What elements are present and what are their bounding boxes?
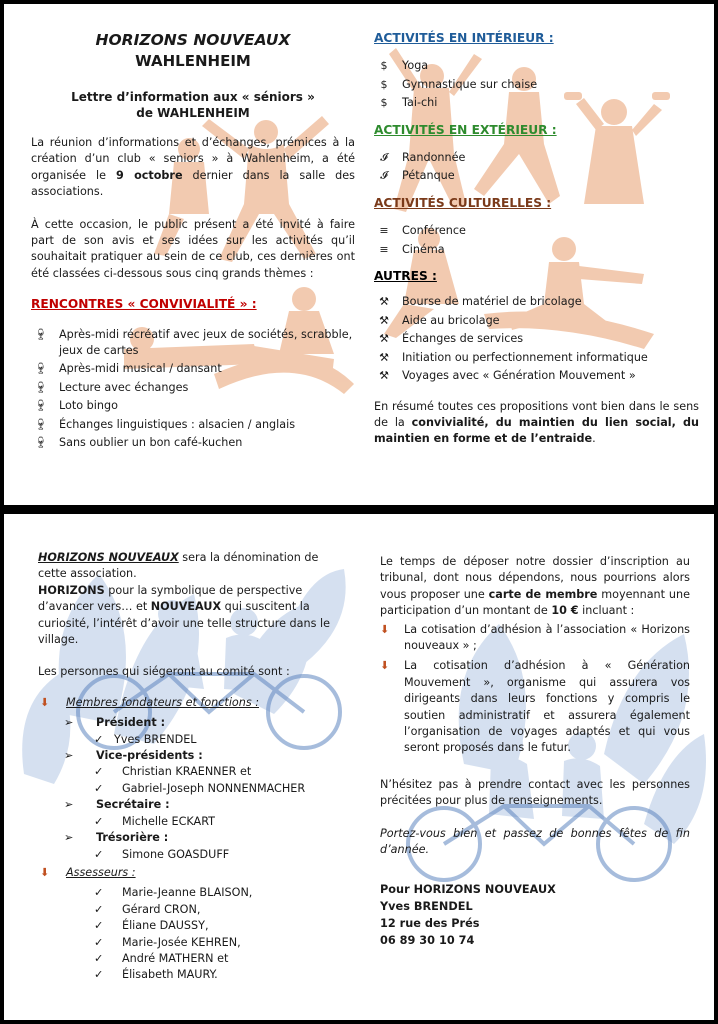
drink-glass-icon: 🍷︎ xyxy=(34,417,48,431)
convivialite-list xyxy=(31,327,355,452)
arrow-right-icon: ➢ xyxy=(64,798,74,812)
treasurer-row: ➢ Trésorière : xyxy=(38,830,344,846)
list-item: ⚒ Initiation ou perfectionnement informatique xyxy=(374,350,699,366)
arrow-down-icon: ⬇︎ xyxy=(380,622,390,636)
checkmark-icon: ✓ xyxy=(94,886,104,900)
checkmark-icon: ✓ xyxy=(94,847,104,861)
page2-right-column xyxy=(380,554,690,949)
drink-glass-icon: 🍷︎ xyxy=(34,362,48,376)
assessor-row: ✓ André MATHERN et xyxy=(38,951,344,967)
autres-heading: AUTRES : xyxy=(374,269,437,284)
checkmark-icon: ✓ xyxy=(94,814,104,828)
assessor-row: ✓ Marie-Jeanne BLAISON, xyxy=(38,885,344,901)
assessor-row: ✓ Éliane DAUSSY, xyxy=(38,918,344,934)
list-item: 🍷︎ Échanges linguistiques : alsacien / anglais xyxy=(31,417,355,433)
assessors-heading: Assesseurs : xyxy=(66,865,136,879)
convivialite-heading: RENCONTRES « CONVIVIALITÉ » : xyxy=(31,297,257,312)
main-title: HORIZONS NOUVEAUX xyxy=(95,31,291,49)
list-item: 🍷︎ Sans oublier un bon café-kuchen xyxy=(31,435,355,451)
checkmark-icon: ✓ xyxy=(94,935,104,949)
vp-name-row: ✓ Christian KRAENNER et xyxy=(38,764,344,780)
president-name-row: ✓ Yves BRENDEL xyxy=(38,732,344,748)
meeting-date: 9 octobre xyxy=(115,168,183,182)
drink-glass-icon: 🍷︎ xyxy=(34,380,48,394)
exterieur-list xyxy=(374,150,699,185)
intro-paragraph: La réunion d’informations et d’échanges, prémices à la création d’un club « seniors » à Wahlenheim, a été organisée le 9 octobre dernier dans la salle des associations. xyxy=(31,136,355,199)
list-item: 🍷︎ Lecture avec échanges xyxy=(31,380,355,396)
drink-glass-icon: 🍷︎ xyxy=(34,436,48,450)
interieur-list xyxy=(374,58,699,111)
autres-list xyxy=(374,294,699,384)
list-item: ⚒ Échanges de services xyxy=(374,331,699,347)
exterieur-heading: ACTIVITÉS EN EXTÉRIEUR : xyxy=(374,122,557,137)
summary-paragraph: En résumé toutes ces propositions vont bien dans le sens de la convivialité, du maintien du lien social, du maintien en forme et de l’entraide. xyxy=(374,399,700,446)
checkmark-icon: ✓ xyxy=(94,765,104,779)
main-title-town: WAHLENHEIM xyxy=(135,52,251,70)
list-item: ⚒ Bourse de matériel de bricolage xyxy=(374,294,699,310)
list-item: 𝓘 Pétanque xyxy=(374,168,699,184)
list-item: 🍷︎ Après-midi musical / dansant xyxy=(31,361,355,377)
dollar-swirl-icon: $ xyxy=(380,59,388,73)
page-1 xyxy=(4,4,714,505)
secretary-row: ➢ Secrétaire : xyxy=(38,797,344,813)
membership-paragraph: Le temps de déposer notre dossier d’inscription au tribunal, dont nous dépendons, nous pourrions alors vous proposer une carte de membre moyennant une participation d’un montant de 10 € incluant : xyxy=(380,555,690,618)
hammer-wrench-icon: ⚒ xyxy=(379,332,389,346)
checkmark-icon: ✓ xyxy=(94,902,104,916)
list-item: 🍷︎ Loto bingo xyxy=(31,398,355,414)
wishes-paragraph: Portez-vous bien et passez de bonnes fêtes de fin d’année. xyxy=(380,826,690,857)
book-icon: ≡ xyxy=(379,224,389,238)
book-icon: ≡ xyxy=(379,242,389,256)
vp-name-row: ✓ Gabriel-Joseph NONNENMACHER xyxy=(38,781,344,797)
founders-heading-row xyxy=(38,695,344,711)
arrow-right-icon: ➢ xyxy=(64,749,74,763)
list-item: ⚒ Aide au bricolage xyxy=(374,313,699,329)
arrow-down-icon: ⬇︎ xyxy=(40,865,50,879)
arrow-down-icon: ⬇︎ xyxy=(380,659,390,673)
list-item: ≡ Conférence xyxy=(374,223,699,239)
hammer-wrench-icon: ⚒ xyxy=(379,350,389,364)
signature-address: 12 rue des Prés xyxy=(380,916,480,930)
signature-org: Pour HORIZONS NOUVEAUX xyxy=(380,882,556,896)
list-item: 𝓘 Randonnée xyxy=(374,150,699,166)
committee-intro: Les personnes qui siégeront au comité sont : xyxy=(38,665,290,679)
arrow-right-icon: ➢ xyxy=(64,716,74,730)
assessors-heading-row xyxy=(38,865,344,881)
culturelles-list xyxy=(374,223,699,258)
arrow-right-icon: ➢ xyxy=(64,831,74,845)
list-item: ⚒ Voyages avec « Génération Mouvement » xyxy=(374,368,699,384)
page1-right-column xyxy=(374,30,699,448)
list-item: $ Gymnastique sur chaise xyxy=(374,77,699,93)
signature-name: Yves BRENDEL xyxy=(380,899,473,913)
signature-block xyxy=(380,881,690,949)
treasurer-name-row: ✓ Simone GOASDUFF xyxy=(38,847,344,863)
association-name-paragraph: HORIZONS NOUVEAUX sera la dénomination de cette association. xyxy=(38,551,319,581)
page2-left-column xyxy=(38,550,344,984)
hiker-icon: 𝓘 xyxy=(380,151,388,165)
hammer-wrench-icon: ⚒ xyxy=(379,313,389,327)
list-item: ≡ Cinéma xyxy=(374,242,699,258)
page-2 xyxy=(4,514,714,1020)
drink-glass-icon: 🍷︎ xyxy=(34,327,48,341)
membership-item: ⬇︎ La cotisation d’adhésion à « Génération Mouvement », organisme qui assurera vos dirigeants dans leurs fonctions y compris le soutien administratif et assurera également l’organisation de voyages adaptés et qui vous seront proposés dans le futur. xyxy=(380,659,690,755)
assessor-row: ✓ Élisabeth MAURY. xyxy=(38,967,344,983)
hiker-icon: 𝓘 xyxy=(380,169,388,183)
list-item: 🍷︎ Après-midi récréatif avec jeux de sociétés, scrabble, jeux de cartes xyxy=(31,327,355,360)
assessor-row: ✓ Marie-Josée KEHREN, xyxy=(38,935,344,951)
president-row: ➢ Président : xyxy=(38,715,344,731)
culturelles-heading: ACTIVITÉS CULTURELLES : xyxy=(374,195,552,210)
newsletter-subtitle: Lettre d’information aux « séniors » de WAHLENHEIM xyxy=(71,90,315,120)
hammer-wrench-icon: ⚒ xyxy=(379,369,389,383)
list-item: $ Tai-chi xyxy=(374,95,699,111)
assessor-row: ✓ Gérard CRON, xyxy=(38,902,344,918)
checkmark-icon: ✓ xyxy=(94,781,104,795)
page1-left-column xyxy=(31,30,355,454)
membership-item: ⬇︎ La cotisation d’adhésion à l’association « Horizons nouveaux » ; xyxy=(380,622,690,653)
checkmark-icon: ✓ xyxy=(94,951,104,965)
arrow-down-icon: ⬇︎ xyxy=(40,695,50,709)
signature-phone: 06 89 30 10 74 xyxy=(380,933,475,947)
themes-paragraph: À cette occasion, le public présent a été invité à faire part de son avis et ses idées sur les activités qu’il souhaitait pratiquer au sein de ce club, ces dernières ont été classées ci-dessous sous cinq grands thèmes : xyxy=(31,217,355,280)
list-item: $ Yoga xyxy=(374,58,699,74)
checkmark-icon: ✓ xyxy=(94,732,104,746)
contact-paragraph: N’hésitez pas à prendre contact avec les personnes précitées pour plus de renseignements. xyxy=(380,777,690,808)
dollar-swirl-icon: $ xyxy=(380,96,388,110)
secretary-name-row: ✓ Michelle ECKART xyxy=(38,814,344,830)
checkmark-icon: ✓ xyxy=(94,919,104,933)
interieur-heading: ACTIVITÉS EN INTÉRIEUR : xyxy=(374,31,554,45)
drink-glass-icon: 🍷︎ xyxy=(34,399,48,413)
checkmark-icon: ✓ xyxy=(94,968,104,982)
dollar-swirl-icon: $ xyxy=(380,77,388,91)
hammer-wrench-icon: ⚒ xyxy=(379,295,389,309)
name-meaning-paragraph: HORIZONS pour la symbolique de perspective d’avancer vers… et NOUVEAUX qui suscitent la curiosité, l’intérêt d’avoir une telle structure dans le village. xyxy=(38,583,330,647)
founders-heading: Membres fondateurs et fonctions : xyxy=(66,695,260,709)
vp-row: ➢ Vice-présidents : xyxy=(38,748,344,764)
